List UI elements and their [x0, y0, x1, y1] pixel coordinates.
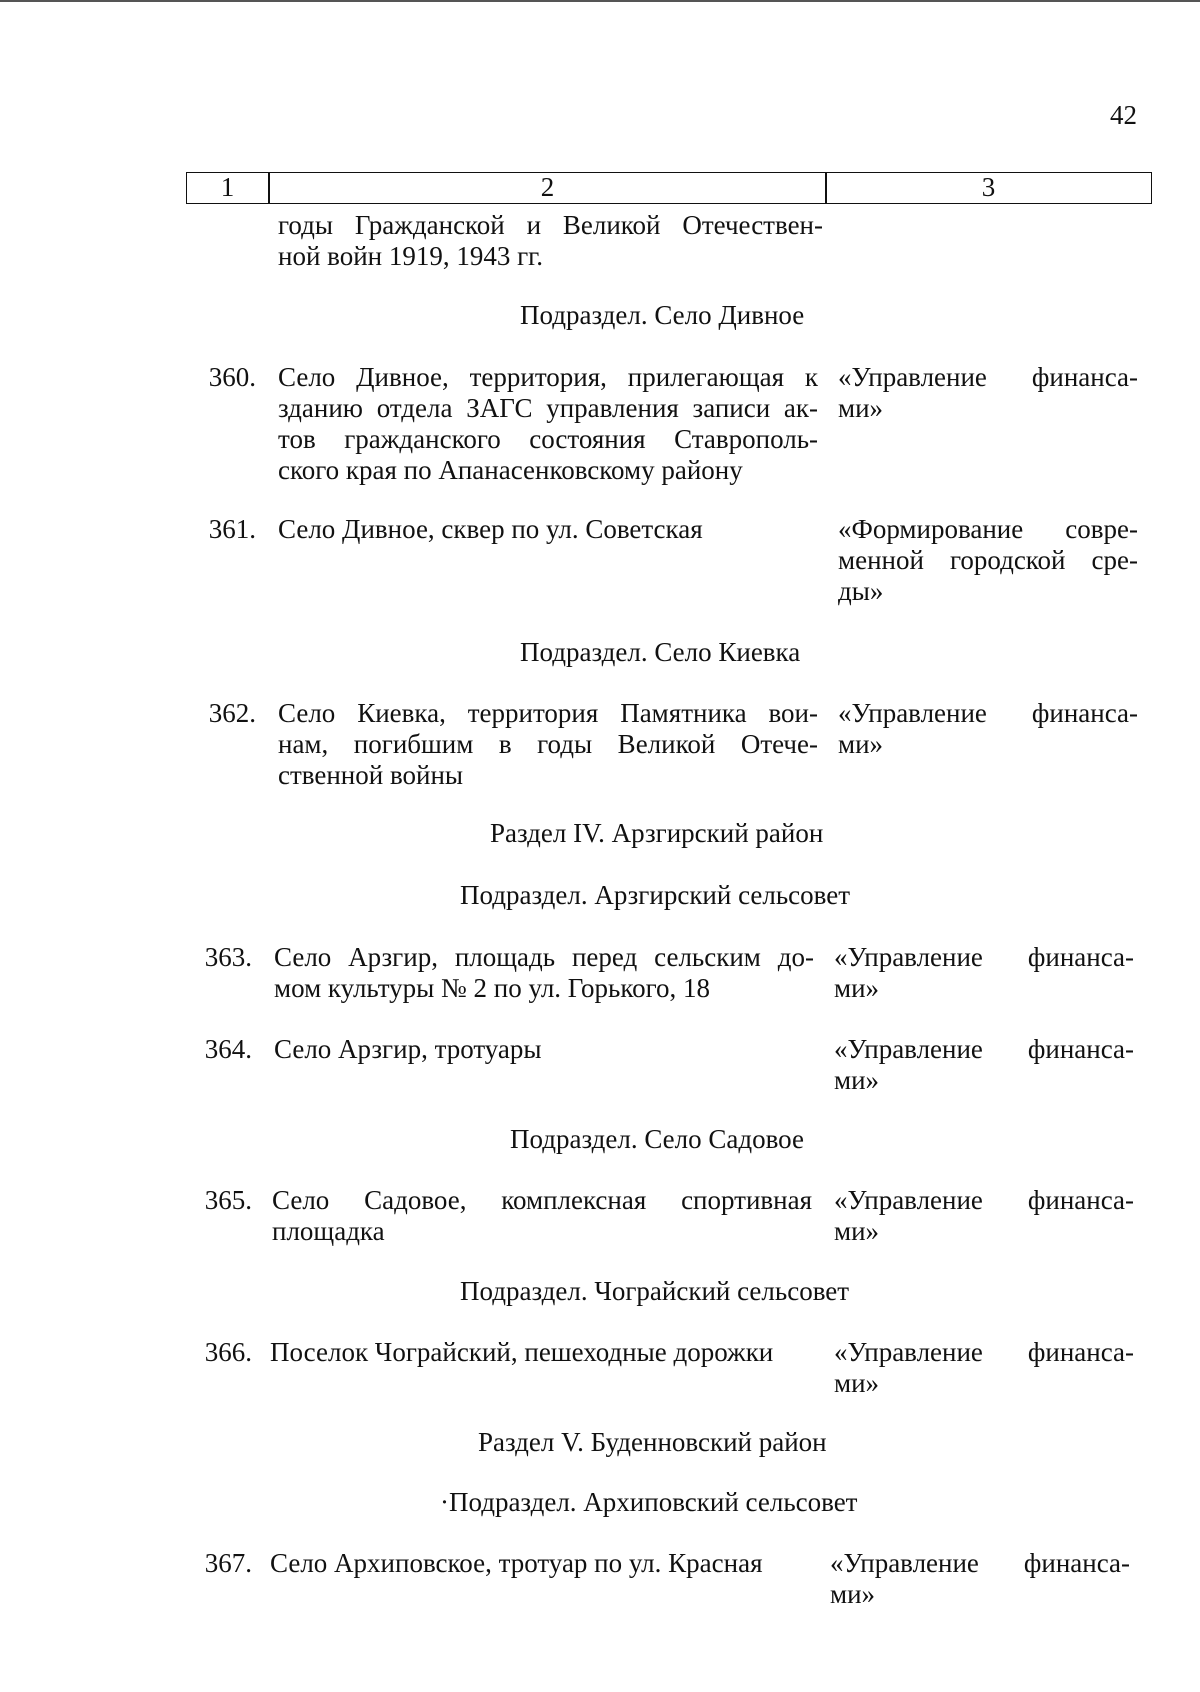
text-line: Село Арзгир, тротуары — [274, 1034, 542, 1064]
item-program — [838, 362, 1138, 424]
item-program — [834, 1185, 1134, 1247]
text-line: Село Архиповское, тротуар по ул. Красная — [270, 1548, 763, 1578]
item-number: 362. — [208, 698, 256, 728]
section-heading: Раздел V. Буденновский район — [478, 1427, 827, 1457]
text-line: «Управление финанса- — [838, 698, 1138, 728]
text-line: площадка — [272, 1216, 385, 1246]
item-number: 366. — [204, 1337, 252, 1367]
text-line: ми» — [830, 1579, 876, 1609]
table-header-row — [186, 172, 1152, 204]
item-description — [278, 514, 818, 545]
text-line: Поселок Чограйский, пешеходные дорожки — [270, 1337, 774, 1367]
text-line: Село Садовое, комплексная спортивная — [272, 1185, 812, 1215]
text-line: ды» — [838, 576, 884, 606]
subsection-heading: Подраздел. Село Дивное — [520, 300, 805, 330]
text-line: «Управление финанса- — [834, 942, 1134, 972]
text-line: «Управление финанса- — [838, 362, 1138, 392]
item-description — [278, 362, 818, 486]
item-number: 365. — [204, 1185, 252, 1215]
text-line: зданию отдела ЗАГС управления записи ак- — [278, 393, 818, 423]
text-line: Село Дивное, территория, прилегающая к — [278, 362, 818, 392]
text-line: менной городской сре- — [838, 545, 1138, 575]
item-description — [274, 1034, 814, 1065]
item-program — [830, 1548, 1130, 1610]
text-line: «Управление финанса- — [830, 1548, 1130, 1578]
text-line: ми» — [838, 393, 884, 423]
item-program — [838, 514, 1138, 607]
text-line: нам, погибшим в годы Великой Отече- — [278, 729, 818, 759]
item-program — [838, 698, 1138, 760]
header-col-3: 3 — [981, 172, 996, 202]
subsection-heading: Подраздел. Село Садовое — [510, 1124, 804, 1154]
subsection-heading: Подраздел. Село Киевка — [520, 637, 801, 667]
item-number: 367. — [204, 1548, 252, 1578]
header-col-2: 2 — [540, 172, 555, 202]
header-col-1: 1 — [220, 172, 235, 202]
item-number: 364. — [204, 1034, 252, 1064]
item-program — [834, 942, 1134, 1004]
text-line: Село Киевка, территория Памятника вои- — [278, 698, 818, 728]
text-line: «Управление финанса- — [834, 1034, 1134, 1064]
text-line: «Управление финанса- — [834, 1337, 1134, 1367]
text-line: Село Дивное, сквер по ул. Советская — [278, 514, 703, 544]
item-description — [274, 942, 814, 1004]
text-line: ми» — [838, 729, 884, 759]
text-line: ми» — [834, 1065, 880, 1095]
text-line: тов гражданского состояния Ставрополь- — [278, 424, 818, 454]
item-number: 361. — [208, 514, 256, 544]
subsection-heading: Подраздел. Чограйский сельсовет — [460, 1276, 850, 1306]
text-line: годы Гражданской и Великой Отечествен- — [278, 210, 823, 240]
item-description — [272, 1185, 812, 1247]
text-line: «Формирование совре- — [838, 514, 1138, 544]
text-line: Село Арзгир, площадь перед сельским до- — [274, 942, 814, 972]
item-number: 363. — [204, 942, 252, 972]
top-border-line — [0, 0, 1200, 2]
item-description — [278, 698, 818, 791]
text-line: ми» — [834, 973, 880, 1003]
item-description — [270, 1548, 815, 1579]
item-number: 360. — [208, 362, 256, 392]
item-program — [834, 1034, 1134, 1096]
item-description — [270, 1337, 815, 1368]
text-line: ми» — [834, 1368, 880, 1398]
item-program — [834, 1337, 1134, 1399]
text-line: мом культуры № 2 по ул. Горького, 18 — [274, 973, 710, 1003]
text-line: ной войн 1919, 1943 гг. — [278, 241, 543, 271]
section-heading: Раздел IV. Арзгирский район — [490, 818, 824, 848]
subsection-heading: ·Подраздел. Архиповский сельсовет — [440, 1487, 858, 1517]
text-line: «Управление финанса- — [834, 1185, 1134, 1215]
text-line: ственной войны — [278, 760, 464, 790]
subsection-heading: Подраздел. Арзгирский сельсовет — [460, 880, 851, 910]
page-number: 42 — [1110, 100, 1137, 130]
continuation-text — [278, 210, 823, 272]
text-line: ского края по Апанасенковскому району — [278, 455, 743, 485]
text-line: ми» — [834, 1216, 880, 1246]
